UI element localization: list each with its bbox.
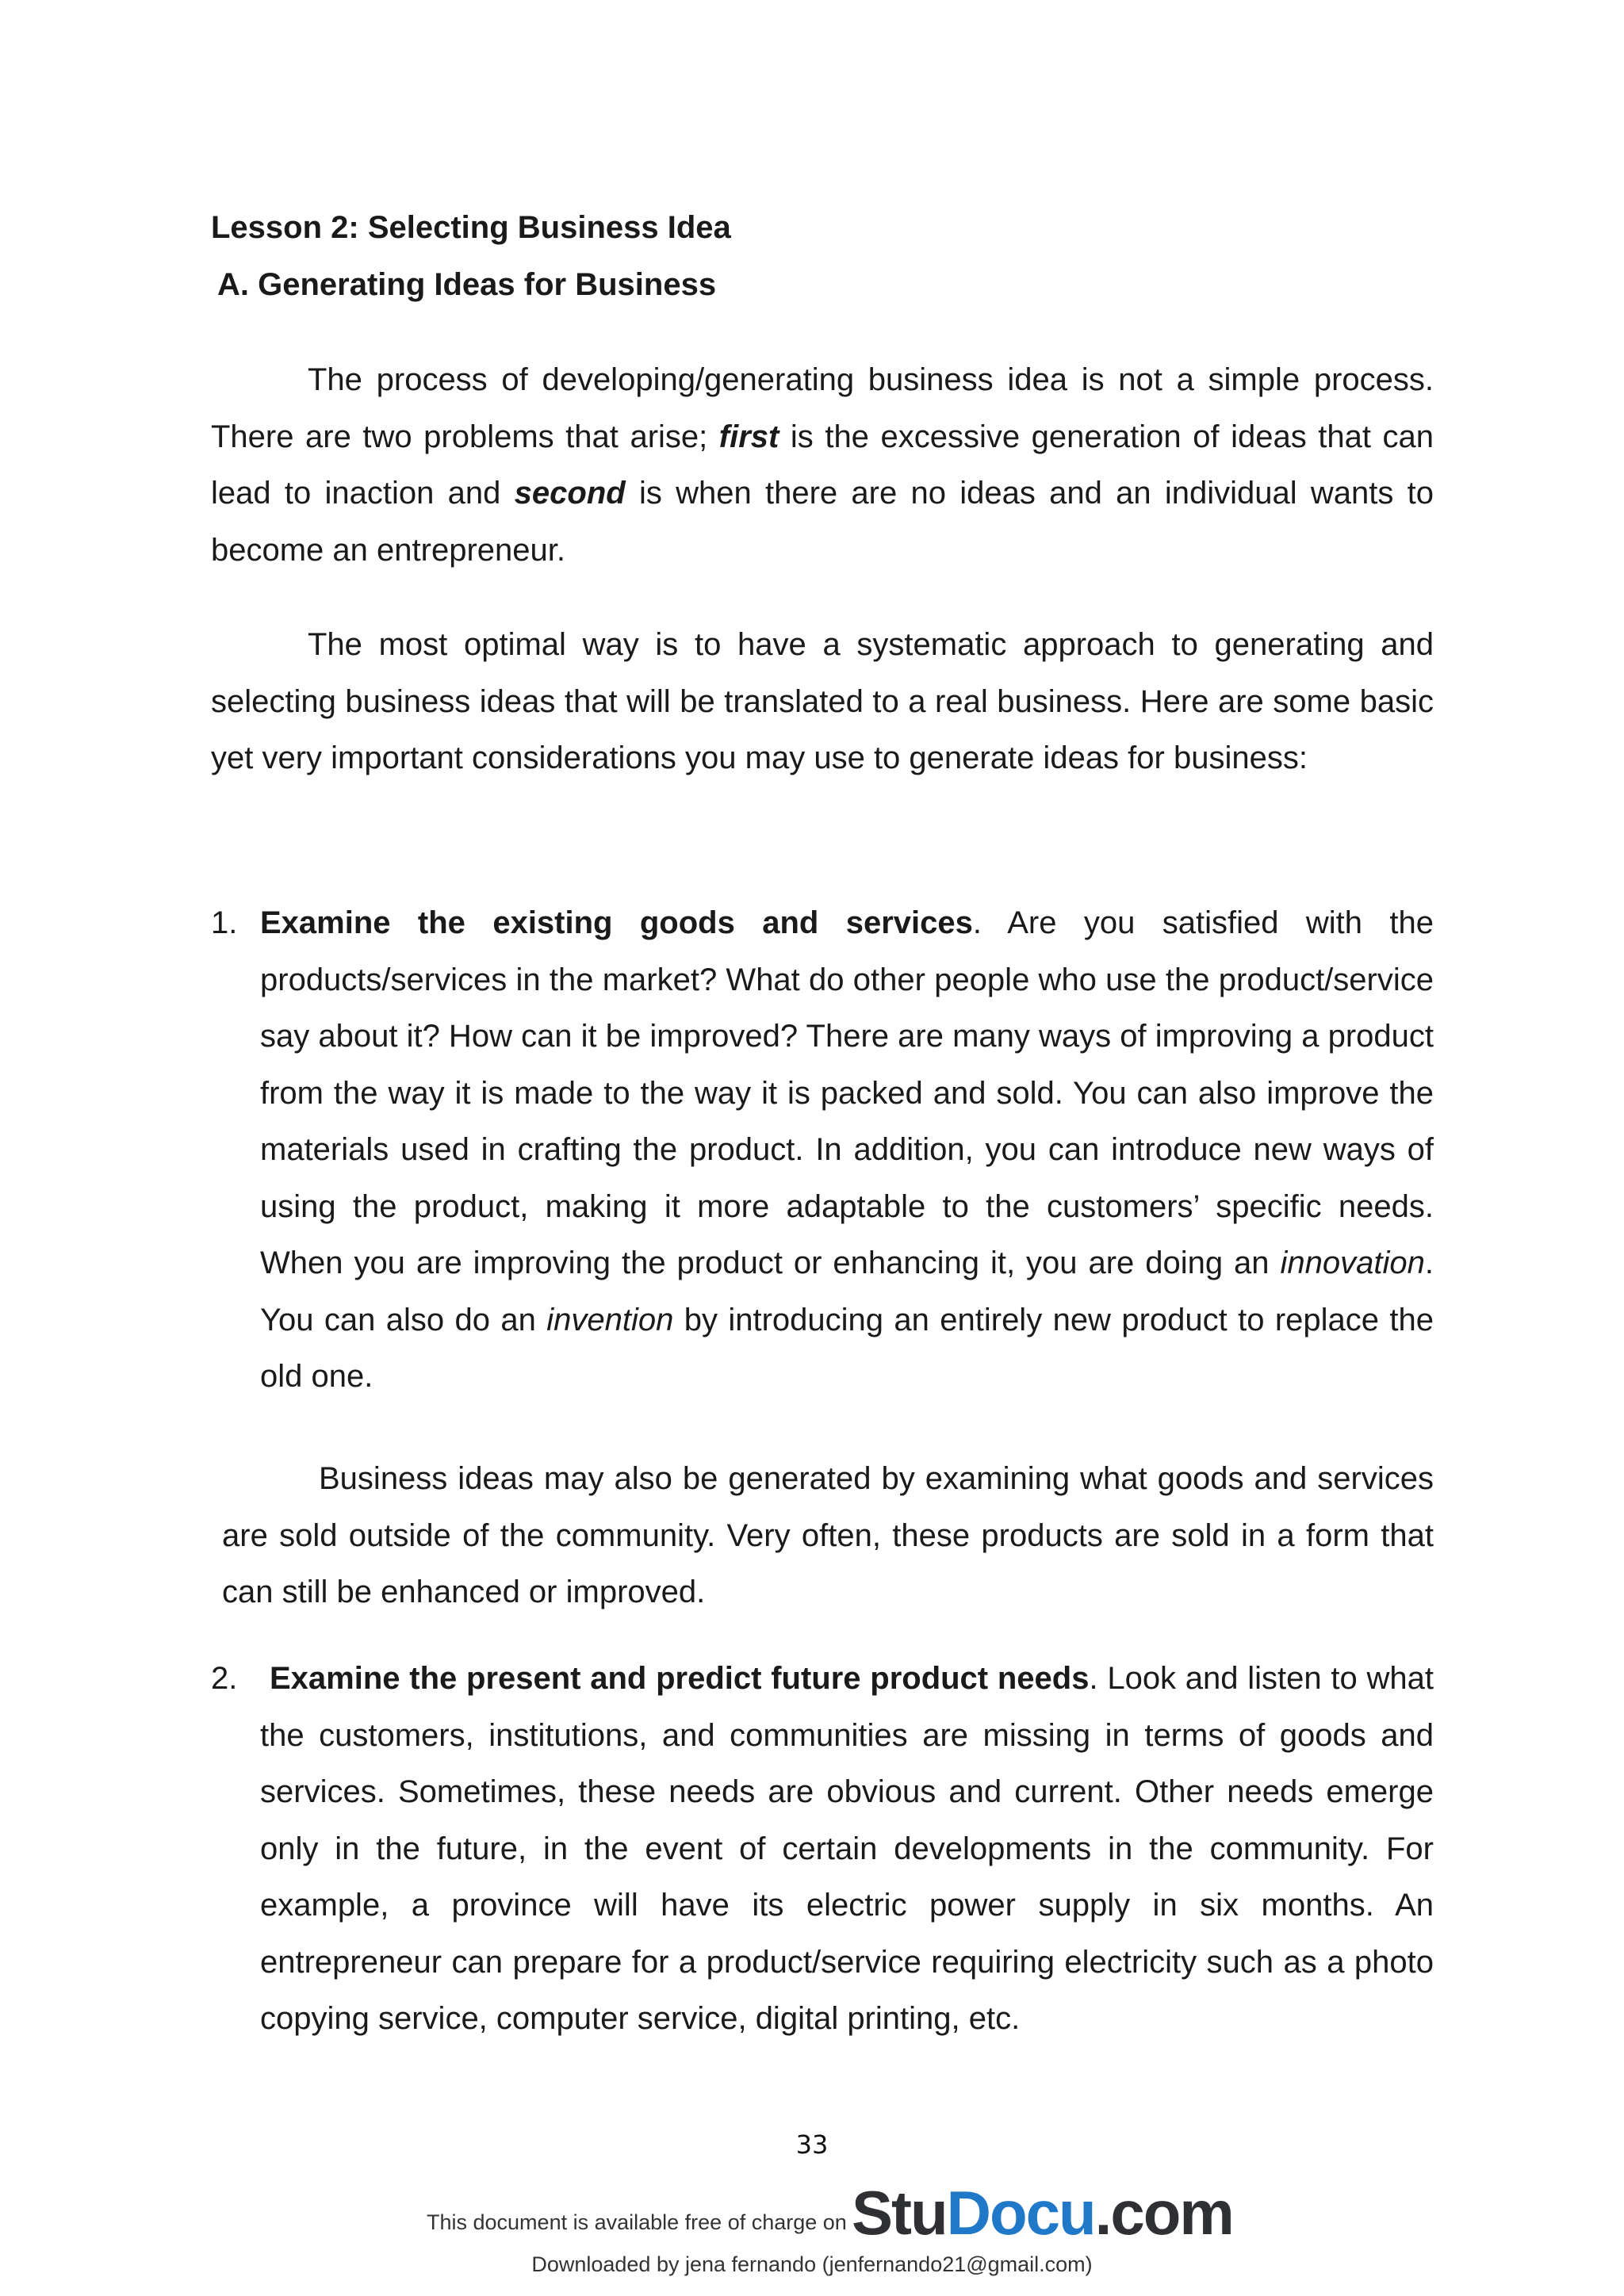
page-number: 33	[795, 2130, 829, 2160]
p1-second-emphasis: second	[514, 476, 626, 511]
logo-docu: Docu	[946, 2178, 1095, 2248]
item2-heading: Examine the present and predict future product needs	[270, 1661, 1090, 1696]
p1-text-1: The process of developing/generating business idea is not a simple process. There are two problems that arise;	[211, 362, 1434, 454]
section-title: A. Generating Ideas for Business	[217, 267, 717, 302]
item1-text-2: . You can also do an	[260, 1246, 1434, 1337]
list-number-2: 2.	[211, 1661, 238, 1696]
lesson-title: Lesson 2: Selecting Business Idea	[211, 210, 731, 245]
paragraph-outside-community: Business ideas may also be generated by examining what goods and services are sold outside of the community. Very often, these products are sold in a form that can still be enhanced or improved.	[222, 1461, 1434, 1609]
item2-text-1: . Look and listen to what the customers, institutions, and communities are missing in terms of goods and services. Sometimes, these needs are obvious and current. Other needs emerge only in the future, in the event of certain developments in the community. For example, a province will have its electric power supply in six months. An entrepreneur can prepare for a product/service requiring electricity such as a photo copying service, computer service, digital printing, etc.	[260, 1661, 1434, 2036]
paragraph-approach: The most optimal way is to have a systematic approach to generating and selecting business ideas that will be translated to a real business. Here are some basic yet very important considerations you may use to generate ideas for business:	[211, 627, 1434, 775]
list-item-2	[211, 1651, 1434, 2048]
paragraph-intro	[211, 352, 1434, 579]
invention-term: invention	[546, 1302, 674, 1337]
p1-text-3: is when there are no ideas and an individual wants to become an entrepreneur.	[211, 476, 1434, 568]
footer-available-text: This document is available free of charge on	[427, 2210, 847, 2234]
list-item-1-body	[260, 895, 1434, 1406]
item1-text-1: . Are you satisfied with the products/services in the market? What do other people who use the product/service say about it? How can it be improved? There are many ways of improving a product from the way it is made to the way it is packed and sold. You can also improve the materials used in crafting the product. In addition, you can introduce new ways of using the product, making it more adaptable to the customers’ specific needs. When you are improving the product or enhancing it, you are doing an	[260, 905, 1434, 1280]
item1-text-3: by introducing an entirely new product to replace the old one.	[260, 1302, 1434, 1394]
item1-heading: Examine the existing goods and services	[260, 905, 973, 940]
list-number-1: 1.	[211, 905, 238, 940]
list-item-1	[211, 895, 1434, 1406]
list-item-2-body	[260, 1651, 1434, 2048]
downloaded-by-text: Downloaded by jena fernando (jenfernando21@gmail.com)	[531, 2252, 1093, 2276]
logo-com: .com	[1094, 2178, 1233, 2248]
logo-stu: Stu	[852, 2178, 947, 2248]
innovation-term: innovation	[1280, 1246, 1425, 1280]
studocu-logo[interactable]	[852, 2177, 1233, 2248]
p1-text-2: is the excessive generation of ideas that can lead to inaction and	[211, 419, 1434, 511]
p1-first-emphasis: first	[718, 419, 779, 454]
